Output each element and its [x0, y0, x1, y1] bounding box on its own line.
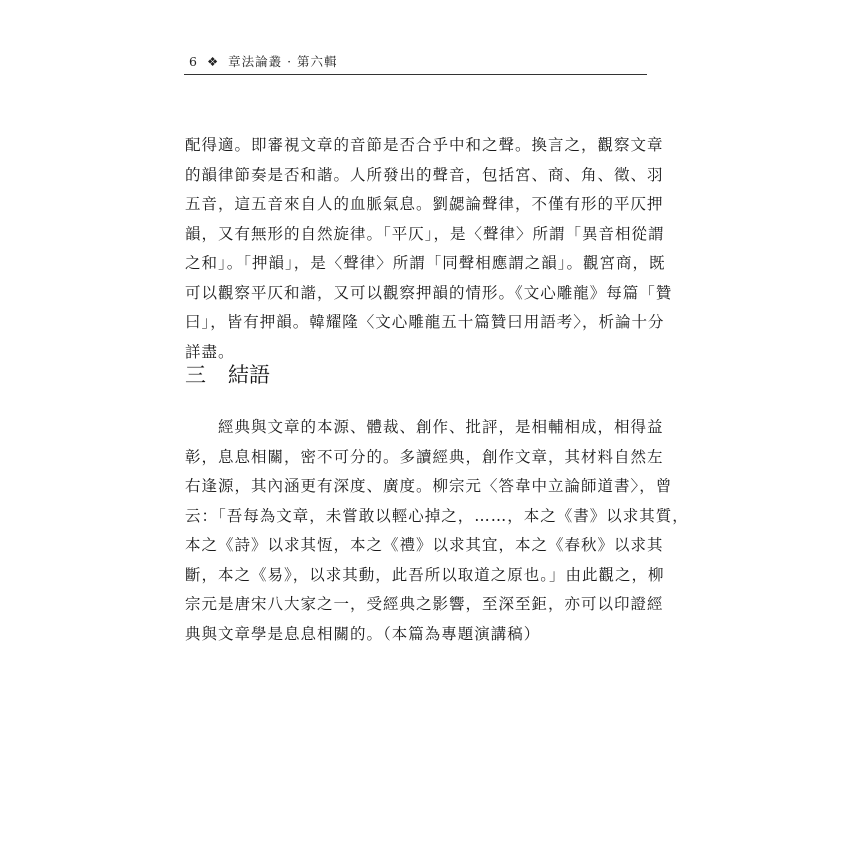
body-paragraph-2 — [185, 413, 689, 649]
text-line: 典與文章學是息息相關的。（本篇為專題演講稿） — [185, 624, 541, 643]
text-line: 本之《詩》以求其恆，本之《禮》以求其宜，本之《春秋》以求其 — [185, 536, 664, 554]
text-line: 的韻律節奏是否和諧。人所發出的聲音，包括宮、商、角、徵、羽 — [185, 165, 664, 184]
text-line: 曰」，皆有押韻。韓耀隆〈文心雕龍五十篇贊曰用語考〉，析論十分 — [185, 313, 665, 331]
text-line: 彰，息息相關，密不可分的。多讀經典，創作文章，其材料自然左 — [185, 447, 664, 466]
text-line: 之和」。「押韻」，是〈聲律〉所謂「同聲相應謂之韻」。觀宮商，既 — [185, 254, 666, 272]
running-title: 章法論叢 · 第六輯 — [228, 54, 338, 69]
text-line: 右逢源，其內涵更有深度、廣度。柳宗元〈答韋中立論師道書〉，曾 — [185, 477, 673, 495]
text-line: 宗元是唐宋八大家之一，受經典之影響，至深至鉅，亦可以印證經 — [185, 595, 664, 613]
text-line: 可以觀察平仄和諧，又可以觀察押韻的情形。《文心雕龍》每篇「贊 — [185, 283, 673, 302]
section-title: 結語 — [228, 363, 270, 387]
text-line: 韻，又有無形的自然旋律。「平仄」，是〈聲律〉所謂「異音相從謂 — [185, 224, 665, 243]
running-header — [189, 52, 647, 74]
ornament-icon: ❖ — [206, 54, 220, 69]
header-rule — [184, 74, 647, 75]
text-line: 五音，這五音來自人的血脈氣息。劉勰論聲律，不僅有形的平仄押 — [185, 195, 664, 213]
text-line: 配得適。即審視文章的音節是否合乎中和之聲。換言之，觀察文章 — [185, 136, 664, 154]
text-line: 詳盡。 — [185, 342, 235, 361]
text-line: 云：「吾每為文章，未嘗敢以輕心掉之，……，本之《書》以求其質， — [185, 506, 689, 525]
text-line: 經典與文章的本源、體裁、創作、批評，是相輔相成，相得益 — [185, 418, 664, 436]
section-heading — [185, 360, 270, 390]
page-number: 6 — [189, 54, 198, 69]
section-number: 三 — [185, 363, 206, 387]
text-line: 斷，本之《易》，以求其動，此吾所以取道之原也。」由此觀之，柳 — [185, 565, 665, 584]
body-paragraph-1 — [185, 131, 673, 367]
